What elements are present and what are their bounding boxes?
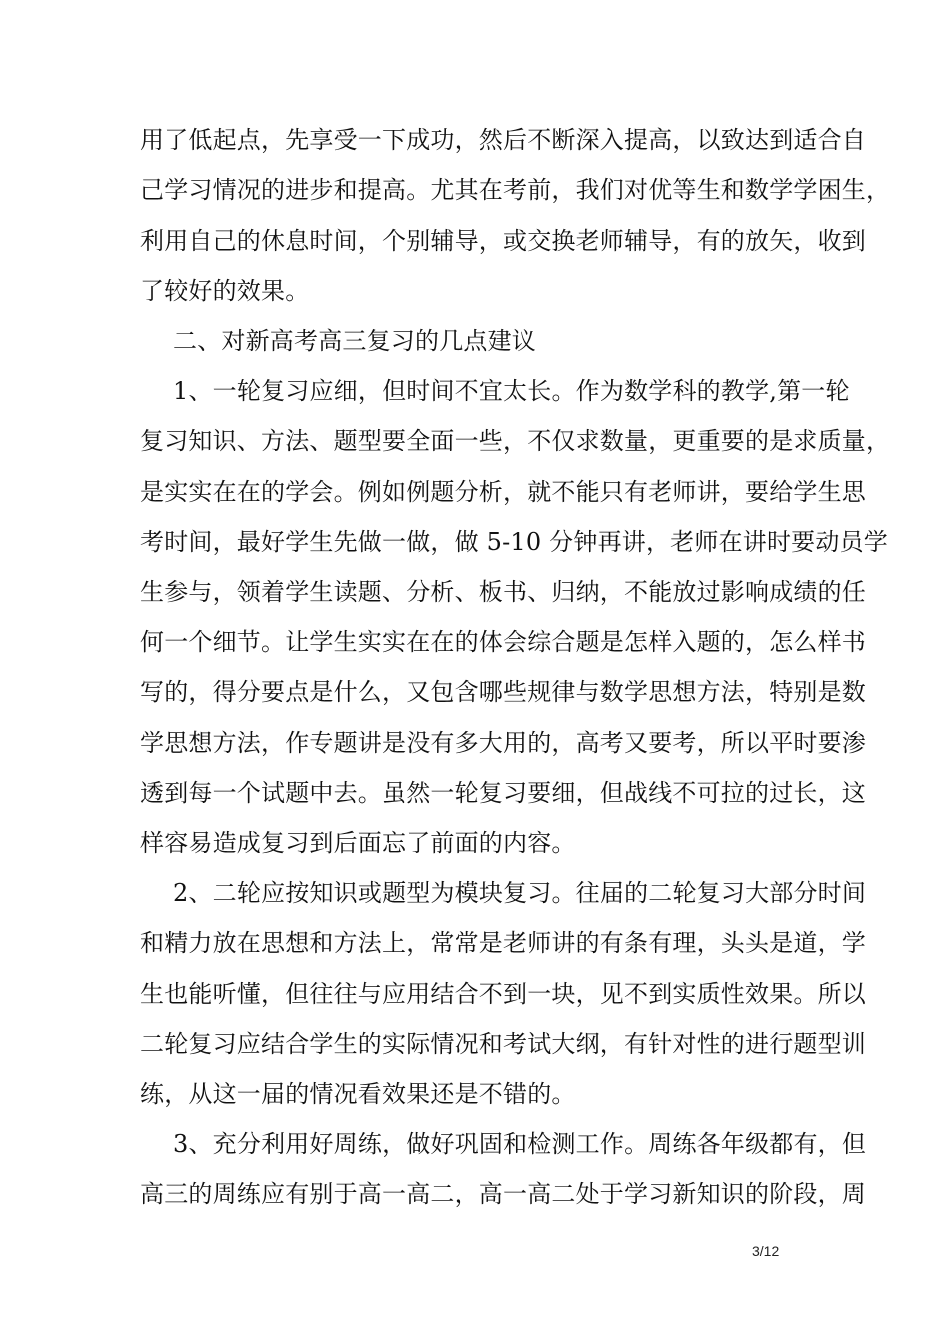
text-line: 何一个细节。让学生实实在在的体会综合题是怎样入题的，怎么样书	[140, 628, 866, 656]
text-line: 学思想方法，作专题讲是没有多大用的，高考又要考，所以平时要渗	[140, 729, 866, 757]
section-heading: 二、对新高考高三复习的几点建议	[173, 327, 536, 355]
text-line: 1、一轮复习应细，但时间不宜太长。作为数学科的教学,第一轮	[173, 377, 850, 405]
text-line: 利用自己的休息时间，个别辅导，或交换老师辅导，有的放矢，收到	[140, 227, 866, 255]
text-line: 样容易造成复习到后面忘了前面的内容。	[140, 829, 576, 857]
text-line: 用了低起点，先享受一下成功，然后不断深入提高，以致达到适合自	[140, 126, 866, 154]
text-line: 复习知识、方法、题型要全面一些，不仅求数量，更重要的是求质量，	[140, 427, 891, 455]
text-line: 己学习情况的进步和提高。尤其在考前，我们对优等生和数学学困生，	[140, 176, 891, 204]
text-line: 二轮复习应结合学生的实际情况和考试大纲，有针对性的进行题型训	[140, 1030, 866, 1058]
text-line: 是实实在在的学会。例如例题分析，就不能只有老师讲，要给学生思	[140, 478, 866, 506]
text-line: 2、二轮应按知识或题型为模块复习。往届的二轮复习大部分时间	[173, 879, 867, 907]
text-line: 高三的周练应有别于高一高二，高一高二处于学习新知识的阶段，周	[140, 1180, 866, 1208]
text-line: 考时间，最好学生先做一做，做 5-10 分钟再讲，老师在讲时要动员学	[140, 528, 888, 556]
text-line: 透到每一个试题中去。虽然一轮复习要细，但战线不可拉的过长，这	[140, 779, 866, 807]
page-number: 3/12	[752, 1243, 780, 1259]
text-line: 生参与，领着学生读题、分析、板书、归纳，不能放过影响成绩的任	[140, 578, 866, 606]
text-line: 了较好的效果。	[140, 277, 310, 305]
text-line: 写的，得分要点是什么，又包含哪些规律与数学思想方法，特别是数	[140, 678, 866, 706]
text-line: 练，从这一届的情况看效果还是不错的。	[140, 1080, 576, 1108]
text-line: 3、充分利用好周练，做好巩固和检测工作。周练各年级都有，但	[173, 1130, 867, 1158]
text-line: 和精力放在思想和方法上，常常是老师讲的有条有理，头头是道，学	[140, 929, 866, 957]
text-line: 生也能听懂，但往往与应用结合不到一块，见不到实质性效果。所以	[140, 980, 866, 1008]
